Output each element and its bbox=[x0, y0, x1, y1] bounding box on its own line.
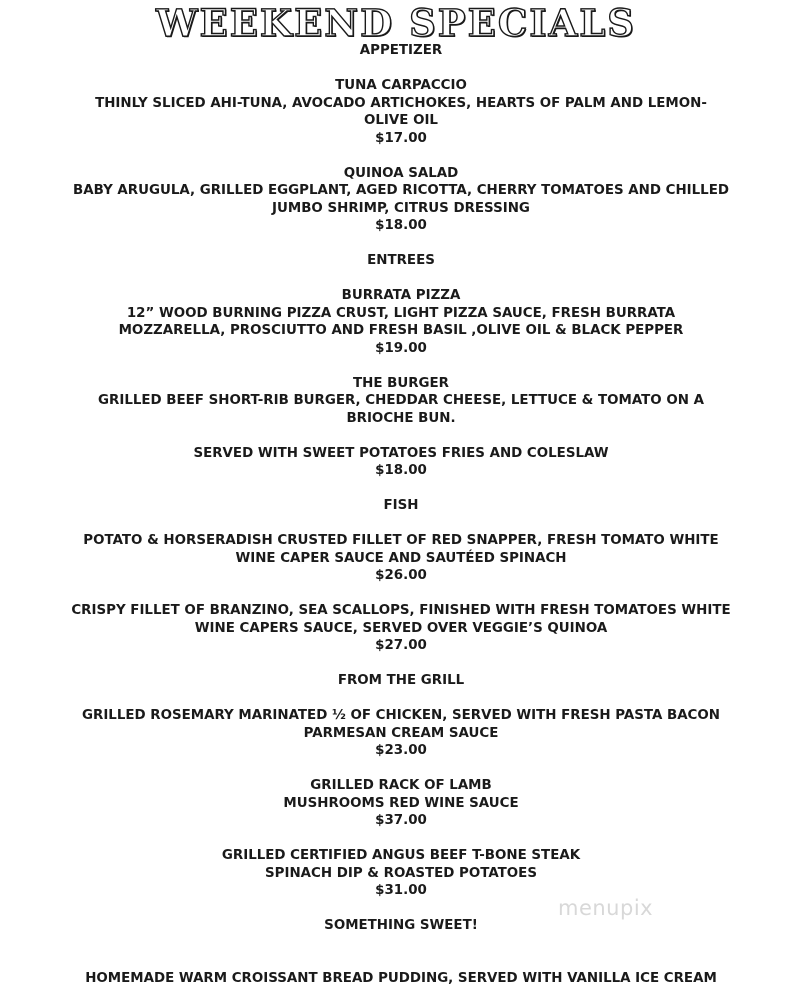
item-price: $18.00 bbox=[375, 218, 427, 233]
menu-item-chicken bbox=[70, 707, 732, 760]
item-description: PARMESAN CREAM SAUCE bbox=[303, 725, 499, 741]
item-price: $26.00 bbox=[375, 568, 427, 583]
section-heading-something-sweet: SOMETHING SWEET! bbox=[324, 918, 478, 933]
section-heading-entrees: ENTREES bbox=[367, 253, 435, 268]
item-price: $23.00 bbox=[375, 743, 427, 758]
item-price: $37.00 bbox=[375, 813, 427, 828]
item-price: $18.00 bbox=[375, 463, 427, 478]
menu-item-rack-of-lamb bbox=[70, 777, 732, 830]
menu-item-t-bone-steak bbox=[70, 847, 732, 900]
item-description: POTATO & HORSERADISH CRUSTED FILLET OF RED SNAPPER, FRESH TOMATO WHITE bbox=[83, 533, 719, 548]
menupix-watermark: menupix bbox=[558, 896, 654, 920]
item-description: WINE CAPER SAUCE AND SAUTÉED SPINACH bbox=[235, 550, 567, 566]
menu-item-branzino bbox=[70, 602, 732, 655]
menu-item-quinoa-salad bbox=[70, 165, 732, 235]
item-description: 12” WOOD BURNING PIZZA CRUST, LIGHT PIZZA SAUCE, FRESH BURRATA bbox=[126, 305, 676, 321]
item-name: TUNA CARPACCIO bbox=[335, 78, 467, 93]
item-description: SERVED WITH SWEET POTATOES FRIES AND COLESLAW bbox=[193, 445, 609, 461]
item-name: GRILLED RACK OF LAMB bbox=[310, 778, 492, 793]
item-name: QUINOA SALAD bbox=[343, 165, 459, 181]
item-description: SPINACH DIP & ROASTED POTATOES bbox=[265, 865, 537, 881]
item-description: OLIVE OIL bbox=[364, 113, 438, 128]
item-description: THINLY SLICED AHI-TUNA, AVOCADO ARTICHOKES, HEARTS OF PALM AND LEMON- bbox=[95, 95, 707, 111]
menu-body bbox=[70, 42, 732, 987]
section-heading-appetizer: APPETIZER bbox=[359, 43, 443, 58]
item-name: THE BURGER bbox=[353, 375, 449, 391]
item-description: MOZZARELLA, PROSCIUTTO AND FRESH BASIL ,OLIVE OIL & BLACK PEPPER bbox=[118, 323, 684, 338]
item-price: $31.00 bbox=[375, 883, 427, 898]
item-description: MUSHROOMS RED WINE SAUCE bbox=[283, 795, 519, 811]
item-description: CRISPY FILLET OF BRANZINO, SEA SCALLOPS, FINISHED WITH FRESH TOMATOES WHITE bbox=[71, 603, 731, 618]
menu-item-the-burger bbox=[70, 375, 732, 480]
item-description: BABY ARUGULA, GRILLED EGGPLANT, AGED RICOTTA, CHERRY TOMATOES AND CHILLED bbox=[73, 183, 729, 198]
item-price: $27.00 bbox=[375, 638, 427, 653]
section-heading-fish: FISH bbox=[383, 498, 419, 513]
item-price: $17.00 bbox=[375, 130, 427, 146]
item-description: WINE CAPERS SAUCE, SERVED OVER VEGGIE’S QUINOA bbox=[194, 620, 608, 636]
item-description: HOMEMADE WARM CROISSANT BREAD PUDDING, SERVED WITH VANILLA ICE CREAM bbox=[85, 970, 717, 986]
item-description: GRILLED BEEF SHORT-RIB BURGER, CHEDDAR CHEESE, LETTUCE & TOMATO ON A bbox=[98, 393, 704, 408]
menu-item-bread-pudding bbox=[70, 970, 732, 988]
item-description: BRIOCHE BUN. bbox=[346, 410, 456, 426]
menu-item-red-snapper bbox=[70, 532, 732, 585]
menu-title: WEEKEND SPECIALS bbox=[155, 1, 637, 45]
menu-item-burrata-pizza bbox=[70, 287, 732, 357]
item-name: BURRATA PIZZA bbox=[341, 288, 461, 303]
item-price: $19.00 bbox=[375, 340, 427, 356]
item-description: GRILLED ROSEMARY MARINATED ½ OF CHICKEN, SERVED WITH FRESH PASTA BACON bbox=[82, 708, 720, 723]
item-name: GRILLED CERTIFIED ANGUS BEEF T-BONE STEAK bbox=[221, 848, 581, 863]
section-heading-from-the-grill: FROM THE GRILL bbox=[337, 673, 465, 688]
item-description: JUMBO SHRIMP, CITRUS DRESSING bbox=[272, 200, 530, 216]
menu-item-tuna-carpaccio bbox=[70, 77, 732, 147]
